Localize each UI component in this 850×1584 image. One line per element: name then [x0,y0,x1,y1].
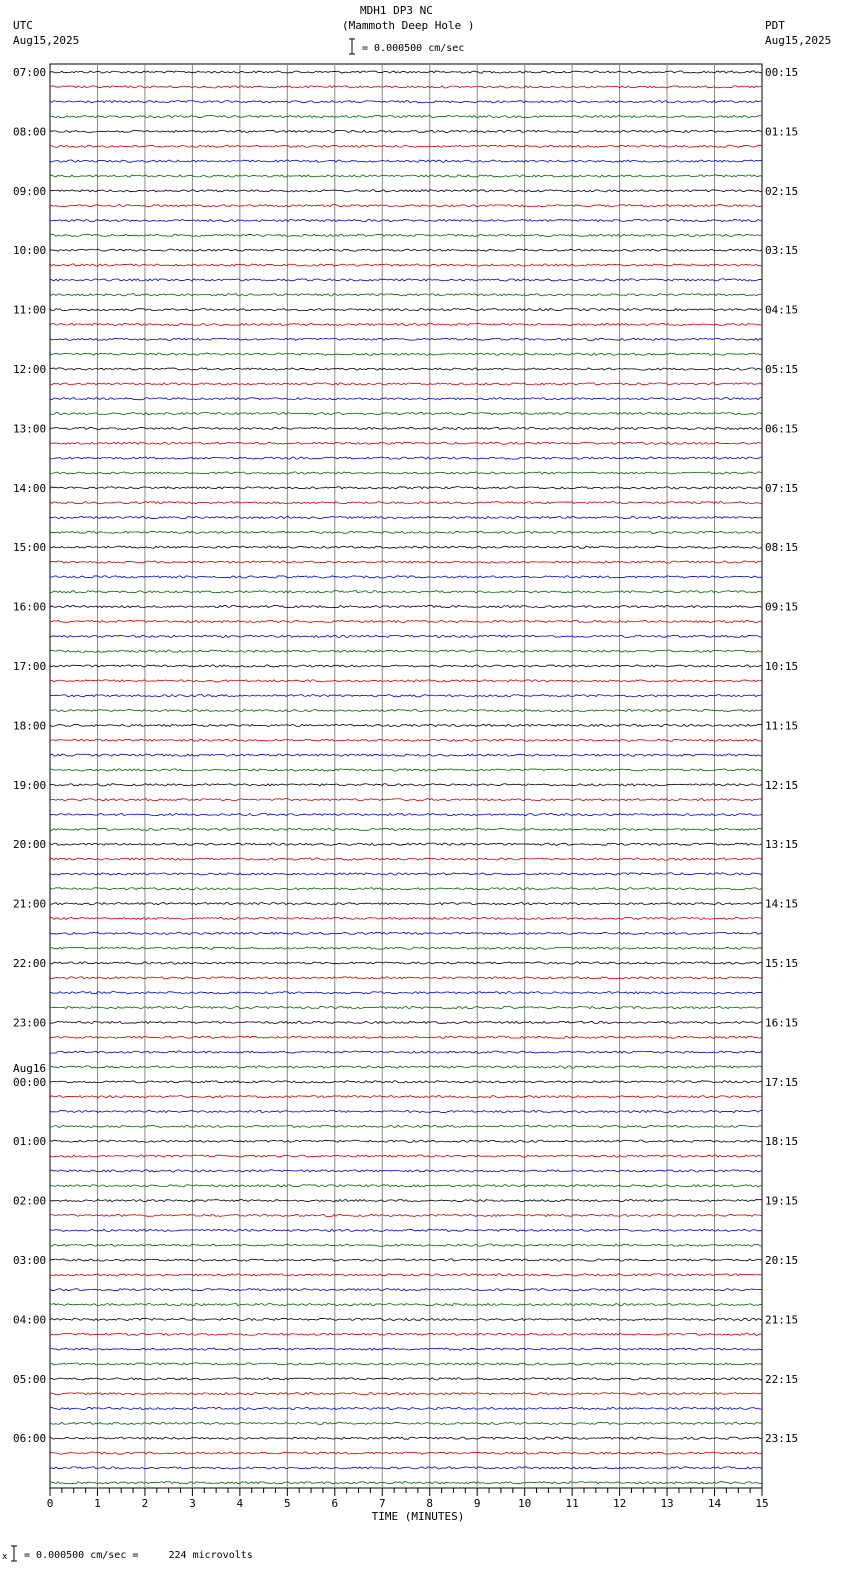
x-tick-label: 11 [565,1497,579,1510]
pdt-hour-label: 09:15 [765,600,799,614]
trace-row [50,1348,762,1350]
trace-row [50,813,762,815]
trace-row [50,1244,762,1246]
trace-row [50,1467,762,1469]
pdt-hour-label: 20:15 [765,1254,799,1267]
trace-row [50,1200,762,1202]
trace-row [50,309,762,311]
pdt-hour-label: 07:15 [765,481,799,495]
trace-row [50,219,762,221]
pdt-hour-label: 06:15 [765,422,799,436]
trace-row [50,1214,762,1216]
trace-row [50,531,762,533]
trace-row [50,1378,762,1380]
trace-row [50,368,762,370]
x-tick-label: 12 [612,1497,627,1510]
x-tick-label: 14 [707,1497,722,1510]
utc-hour-label: 15:00 [13,541,47,555]
pdt-hour-label: 02:15 [765,184,799,198]
trace-row [50,977,762,979]
trace-row [50,1006,762,1008]
trace-row [50,769,762,771]
trace-row [50,724,762,726]
utc-hour-label: 07:00 [13,66,47,79]
utc-date-label: Aug16 [13,1061,47,1075]
trace-row [50,279,762,281]
pdt-hour-label: 05:15 [765,363,799,376]
pdt-hour-label: 21:15 [765,1313,799,1327]
station-code: MDH1 DP3 NC [360,4,433,17]
trace-row [50,294,762,296]
trace-row [50,1363,762,1365]
trace-row [50,1155,762,1157]
trace-row [50,561,762,563]
trace-row [50,576,762,578]
trace-row [50,1393,762,1395]
trace-row [50,1125,762,1127]
scale-text: = 0.000500 cm/sec [362,43,465,54]
pdt-hour-label: 23:15 [765,1432,799,1446]
trace-row [50,843,762,845]
trace-row [50,680,762,682]
utc-hour-label: 17:00 [13,660,47,673]
trace-row [50,947,762,949]
trace-row [50,1318,762,1320]
right-timezone: PDT [765,19,785,32]
trace-row [50,1482,762,1484]
trace-row [50,145,762,147]
pdt-hour-label: 01:15 [765,125,799,139]
trace-row [50,1303,762,1305]
trace-row [50,190,762,192]
trace-row [50,739,762,741]
trace-row [50,249,762,251]
utc-hour-label: 02:00 [13,1194,47,1208]
pdt-hour-label: 08:15 [765,541,799,555]
trace-row [50,1333,762,1335]
trace-row [50,858,762,860]
trace-row [50,1051,762,1053]
trace-row [50,1422,762,1424]
left-timezone: UTC [13,19,33,32]
trace-row [50,903,762,905]
trace-row [50,1140,762,1142]
trace-row [50,353,762,355]
trace-row [50,457,762,459]
utc-hour-label: 05:00 [13,1372,47,1386]
trace-row [50,442,762,444]
utc-hour-label: 16:00 [13,600,47,614]
x-axis-label: TIME (MINUTES) [371,1510,465,1523]
trace-row [50,175,762,177]
trace-row [50,412,762,414]
x-tick-label: 4 [236,1497,244,1510]
x-tick-label: 5 [284,1497,291,1510]
trace-row [50,338,762,340]
trace-row [50,101,762,103]
pdt-hour-label: 10:15 [765,660,799,673]
trace-row [50,71,762,73]
trace-row [50,516,762,518]
trace-row [50,784,762,786]
trace-row [50,917,762,919]
utc-hour-label: 10:00 [13,244,47,258]
station-name: (Mammoth Deep Hole ) [342,19,475,32]
pdt-hour-label: 00:15 [765,66,799,79]
trace-row [50,1289,762,1291]
trace-row [50,1274,762,1276]
x-tick-label: 7 [378,1497,386,1510]
x-tick-label: 15 [755,1497,769,1510]
utc-hour-label: 09:00 [13,184,47,198]
trace-row [50,1259,762,1261]
trace-row [50,1407,762,1409]
trace-row [50,1066,762,1068]
trace-row [50,1081,762,1083]
utc-hour-label: 06:00 [13,1432,47,1446]
trace-row [50,606,762,608]
trace-row [50,1437,762,1439]
trace-row [50,695,762,697]
trace-row [50,591,762,593]
utc-hour-label: 00:00 [13,1075,47,1089]
trace-row [50,130,762,132]
trace-row [50,1096,762,1098]
x-tick-label: 1 [94,1497,101,1510]
pdt-hour-label: 04:15 [765,303,799,317]
calibration-bar-icon [9,1545,19,1563]
pdt-hour-label: 18:15 [765,1135,799,1149]
trace-row [50,1021,762,1023]
utc-hour-label: 14:00 [13,481,47,495]
trace-row [50,1185,762,1187]
utc-hour-label: 03:00 [13,1254,47,1267]
trace-row [50,398,762,400]
utc-hour-label: 20:00 [13,838,47,852]
x-tick-label: 0 [46,1497,54,1510]
trace-row [50,1036,762,1038]
x-tick-label: 3 [189,1497,196,1510]
trace-row [50,1110,762,1112]
trace-row [50,1170,762,1172]
trace-row [50,160,762,162]
utc-hour-label: 22:00 [13,957,47,970]
x-tick-label: 9 [473,1497,481,1510]
trace-row [50,234,762,236]
trace-row [50,888,762,890]
calibration-marker: x [2,1552,8,1562]
utc-hour-label: 04:00 [13,1313,47,1327]
trace-row [50,472,762,474]
trace-row [50,487,762,489]
pdt-hour-label: 11:15 [765,719,799,733]
trace-row [50,992,762,994]
pdt-hour-label: 22:15 [765,1372,799,1386]
utc-hour-label: 01:00 [13,1135,47,1149]
trace-row [50,709,762,711]
trace-row [50,427,762,429]
pdt-hour-label: 13:15 [765,838,799,852]
utc-hour-label: 13:00 [13,422,47,436]
trace-row [50,635,762,637]
utc-hour-label: 18:00 [13,719,47,733]
utc-hour-label: 19:00 [13,778,47,792]
trace-row [50,86,762,88]
left-date: Aug15,2025 [13,34,80,47]
x-tick-label: 8 [426,1497,434,1510]
x-tick-label: 10 [518,1497,532,1510]
trace-row [50,1452,762,1454]
pdt-hour-label: 03:15 [765,244,799,258]
x-tick-label: 6 [331,1497,339,1510]
trace-row [50,650,762,652]
trace-row [50,1229,762,1231]
utc-hour-label: 11:00 [13,303,47,317]
trace-row [50,205,762,207]
utc-hour-label: 12:00 [13,363,47,376]
trace-row [50,665,762,667]
trace-row [50,502,762,504]
trace-row [50,828,762,830]
pdt-hour-label: 14:15 [765,897,799,911]
trace-row [50,264,762,266]
pdt-hour-label: 17:15 [765,1075,799,1089]
pdt-hour-label: 15:15 [765,957,799,970]
calibration-text: = 0.000500 cm/sec = 224 microvolts [24,1550,253,1561]
trace-row [50,323,762,325]
trace-row [50,620,762,622]
trace-row [50,115,762,117]
trace-row [50,383,762,385]
right-date: Aug15,2025 [765,34,832,47]
pdt-hour-label: 16:15 [765,1016,799,1030]
utc-hour-label: 21:00 [13,897,47,911]
pdt-hour-label: 19:15 [765,1194,799,1208]
trace-row [50,799,762,801]
trace-row [50,754,762,756]
utc-hour-label: 08:00 [13,125,47,139]
utc-hour-label: 23:00 [13,1016,47,1030]
x-tick-label: 13 [660,1497,674,1510]
trace-row [50,932,762,934]
pdt-hour-label: 12:15 [765,778,799,792]
trace-row [50,873,762,875]
x-tick-label: 2 [141,1497,149,1510]
trace-row [50,962,762,964]
trace-row [50,546,762,548]
